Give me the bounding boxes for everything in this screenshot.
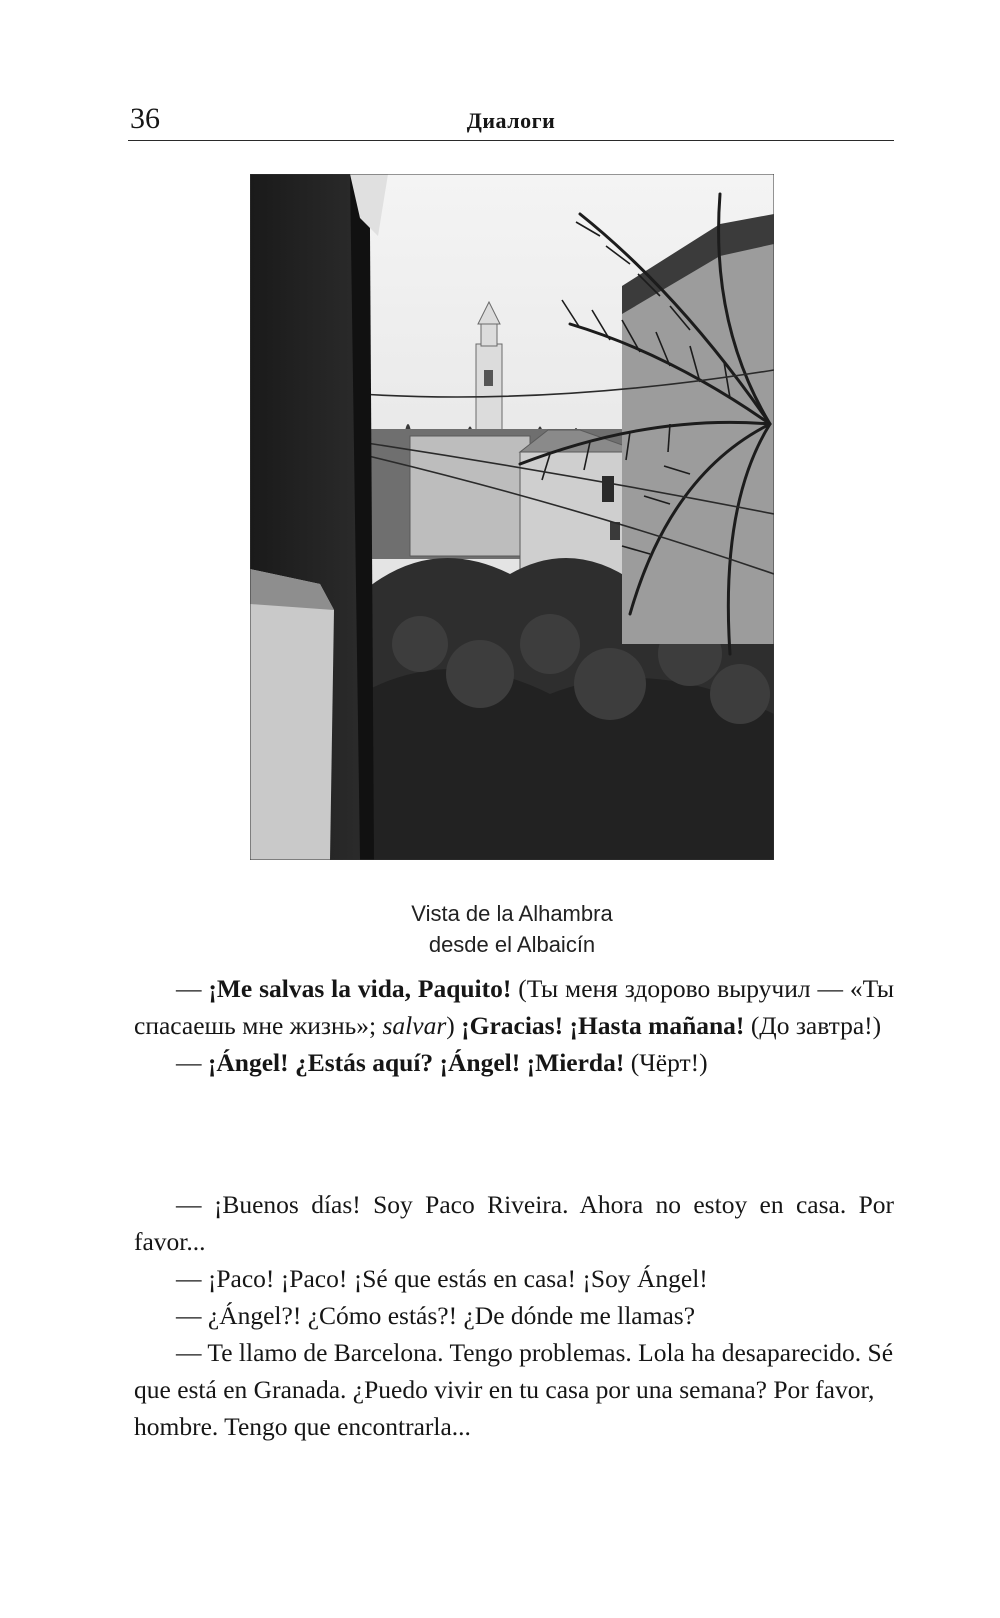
alhambra-photo — [250, 174, 774, 860]
dialogue-line: — ¡Paco! ¡Paco! ¡Sé que estás en casa! ¡Soy Ángel! — [176, 1264, 708, 1293]
photo-caption — [250, 898, 774, 960]
dialogue-line: — ¿Ángel?! ¿Cómo estás?! ¿De dónde me llamas? — [176, 1301, 696, 1330]
translation: (До завтра!) — [744, 1011, 882, 1040]
running-title: Диалоги — [466, 108, 556, 133]
dialogue-line — [134, 970, 894, 1044]
dialogue-line — [134, 1044, 894, 1081]
dash: — — [176, 1048, 208, 1077]
page-number: 36 — [130, 102, 160, 135]
dialogue-block-1 — [134, 970, 894, 1081]
translation: (Ты меня здорово выручил — «Ты спасаешь мне жизнь»; — [134, 974, 895, 1040]
dialogue-line: — ¡Buenos días! Soy Paco Riveira. Ahora no estoy en casa. Por favor... — [134, 1190, 894, 1256]
spanish-phrase: ¡Me salvas la vida, Paquito! — [208, 974, 512, 1003]
spanish-phrase: ¡Ángel! ¿Estás aquí? ¡Ángel! ¡Mierda! — [207, 1048, 625, 1077]
page-header — [128, 100, 894, 141]
translation: (Чёрт!) — [624, 1048, 708, 1077]
dialogue-block-2 — [134, 1186, 894, 1445]
dialogue-line: — Te llamo de Barcelona. Tengo problemas. Lola ha desaparecido. Sé que está en Granada. ¿Puedo vivir en tu casa por una semana? Por favor, hombre. Tengo que encontrarla... — [134, 1338, 894, 1441]
caption-line: desde el Albaicín — [428, 932, 596, 957]
infinitive: salvar — [382, 1011, 447, 1040]
caption-line: Vista de la Alhambra — [411, 901, 613, 926]
translation: ) — [446, 1011, 462, 1040]
spanish-phrase: ¡Gracias! ¡Hasta mañana! — [461, 1011, 745, 1040]
dash: — — [176, 974, 209, 1003]
